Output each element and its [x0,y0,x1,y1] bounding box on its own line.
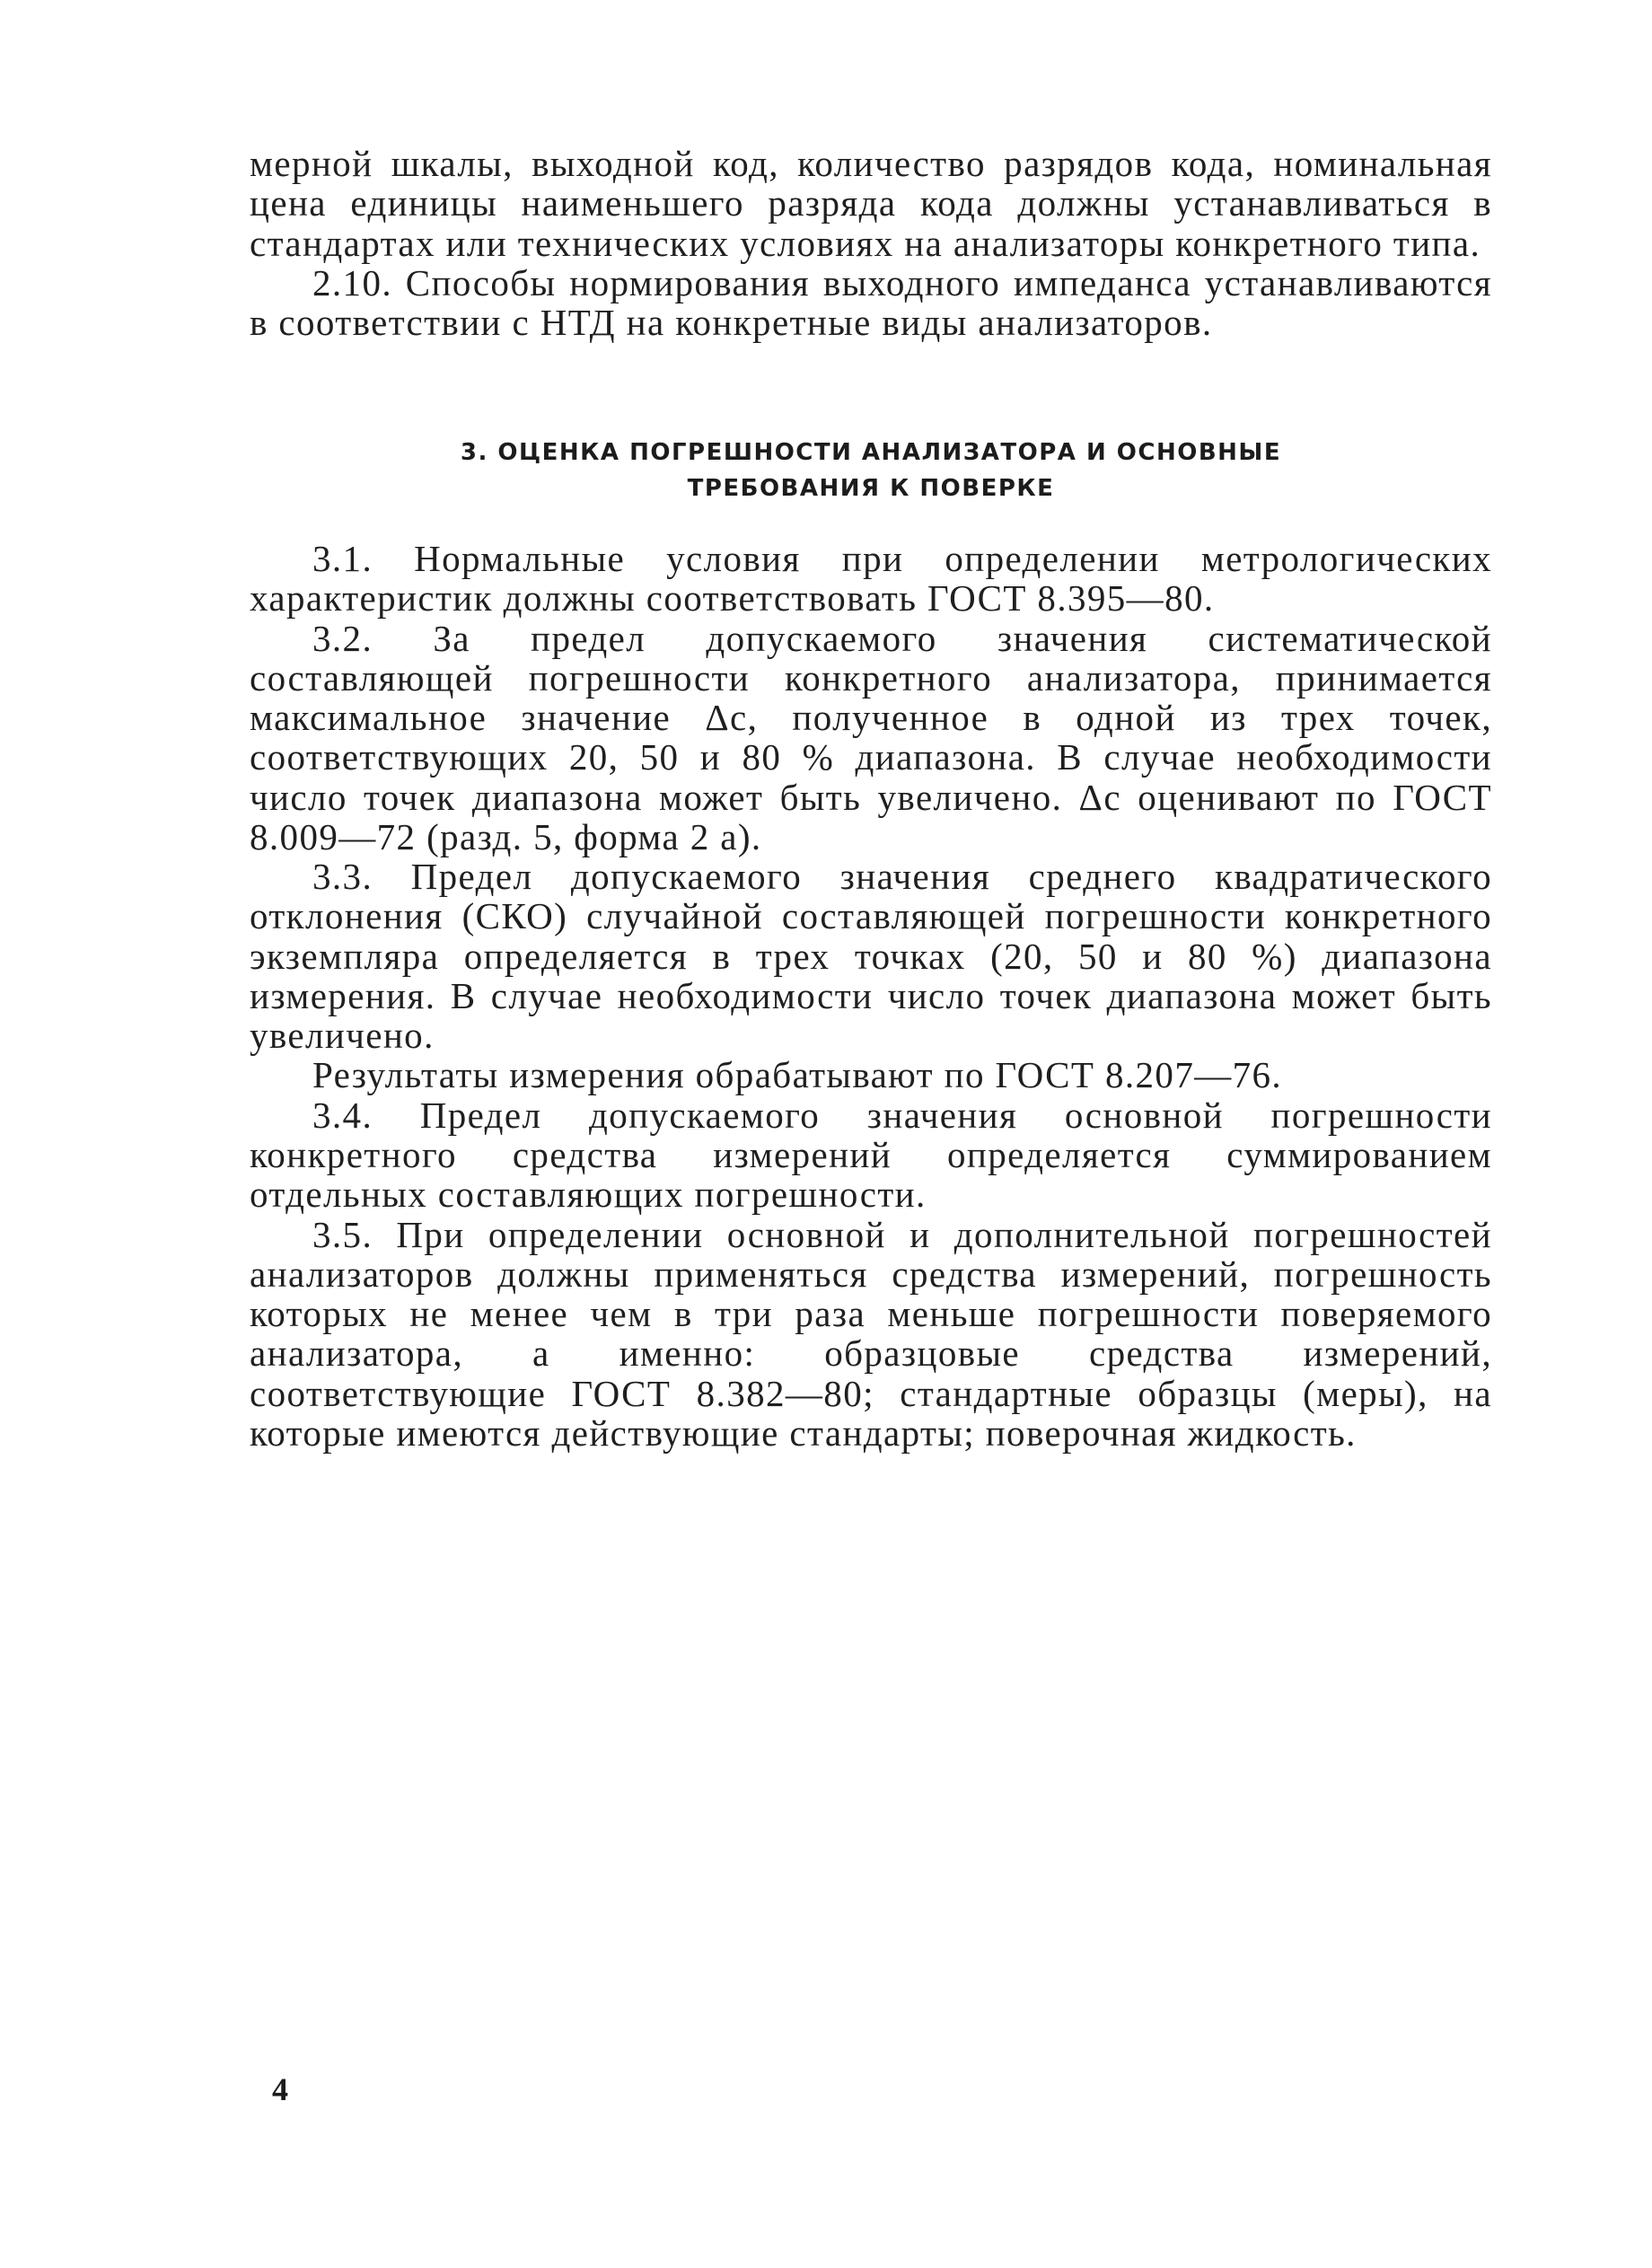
section-heading-line-1: 3. ОЦЕНКА ПОГРЕШНОСТИ АНАЛИЗАТОРА И ОСНОВНЫЕ [460,439,1282,466]
body-text-section-3 [250,539,1492,1453]
paragraph-3-4: 3.4. Предел допускаемого значения основной погрешности конкретного средства измерений определяется суммированием отдельных составляющих погрешности. [250,1094,1492,1216]
intro-paragraph: мерной шкалы, выходной код, количество разрядов кода, номинальная цена единицы наименьшего разряда кода должны устанавливаться в стандартах или технических условиях на анализаторы конкретного типа. [250,143,1492,264]
paragraph-3-1: 3.1. Нормальные условия при определении метрологических характеристик должны соответствовать ГОСТ 8.395—80. [250,538,1492,620]
paragraph-3-2: 3.2. За предел допускаемого значения систематической составляющей погрешности конкретного анализатора, принимается максимальное значение Δc, полученное в одной из трех точек, соответствующих 20, 50 и 80 % диапазона. В случае необходимости число точек диапазона может быть увеличено. Δc оценивают по ГОСТ 8.009—72 (разд. 5, форма 2 а). [250,617,1492,857]
page-number: 4 [272,2071,288,2107]
paragraph-3-5: 3.5. При определении основной и дополнительной погрешностей анализаторов должны применяться средства измерений, погрешность которых не менее чем в три раза меньше погрешности поверяемого анализатора, а именно: образцовые средства измерений, соответствующие ГОСТ 8.382—80; стандартные образцы (меры), на которые имеются действующие стандарты; поверочная жидкость. [250,1213,1492,1454]
body-text-top [250,144,1492,342]
paragraph-2-10: 2.10. Способы нормирования выходного импеданса устанавливаются в соответствии с НТД на конкретные виды анализаторов. [250,261,1492,344]
paragraph-3-3: 3.3. Предел допускаемого значения среднего квадратического отклонения (СКО) случайной составляющей погрешности конкретного экземпляра определяется в трех точках (20, 50 и 80 %) диапазона измерения. В случае необходимости число точек диапазона может быть увеличено. [250,856,1492,1057]
paragraph-results: Результаты измерения обрабатывают по ГОСТ 8.207—76. [312,1054,1283,1096]
section-heading-line-2: ТРЕБОВАНИЯ К ПОВЕРКЕ [687,475,1055,503]
section-3-heading [250,435,1492,507]
